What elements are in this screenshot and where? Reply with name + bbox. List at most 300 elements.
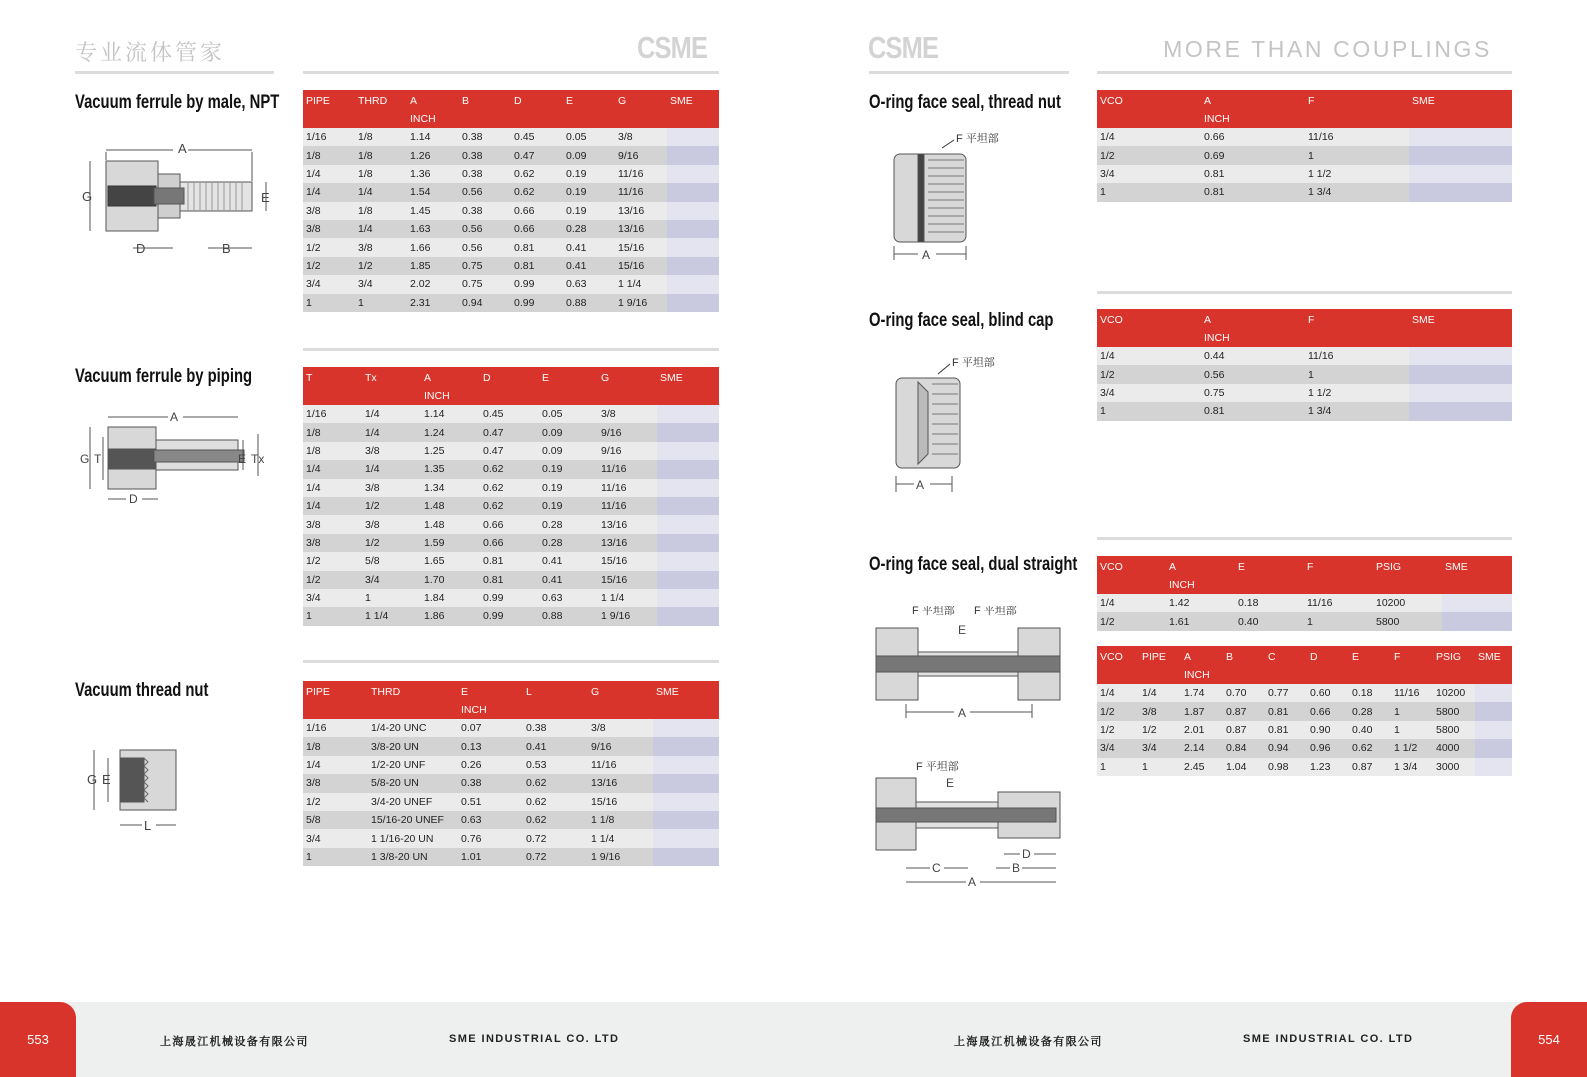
sme-cell [667, 146, 719, 164]
table-header-row [1097, 646, 1512, 684]
table-cell: 11/16 [1305, 128, 1409, 146]
table-cell: 0.94 [459, 294, 511, 312]
table-cell: 1/4 [1097, 128, 1201, 146]
table-body [303, 719, 719, 866]
table-cell: 1 3/4 [1305, 183, 1409, 201]
table-cell: 0.44 [1201, 347, 1305, 365]
table-row [303, 774, 719, 792]
oring-nut-drawing [888, 128, 1018, 268]
table-cell: 1/2 [1139, 721, 1181, 739]
col-header: C [1265, 646, 1307, 684]
table-cell: 0.26 [458, 756, 523, 774]
table-cell: 1 1/4 [588, 829, 653, 847]
table-row [1097, 684, 1512, 702]
table-cell: 0.81 [1265, 721, 1307, 739]
table-cell: 0.84 [1223, 739, 1265, 757]
table-cell: 0.38 [459, 146, 511, 164]
col-header: A INCH [1201, 90, 1305, 128]
col-header: PIPE [303, 90, 355, 128]
table-cell: 1/2 [303, 238, 355, 256]
table-cell: 1.59 [421, 534, 480, 552]
col-header: VCO [1097, 646, 1139, 684]
table-cell: 0.38 [459, 165, 511, 183]
table-cell: 0.81 [511, 238, 563, 256]
table-cell: 0.90 [1307, 721, 1349, 739]
sme-cell [657, 497, 719, 515]
table-cell: 0.19 [539, 460, 598, 478]
table-cell: 1.54 [407, 183, 459, 201]
section-rule [303, 660, 719, 663]
table-cell: 1.04 [1223, 758, 1265, 776]
col-header: F [1305, 309, 1409, 347]
table-row [1097, 146, 1512, 164]
table-cell: 0.62 [523, 811, 588, 829]
table-row [303, 607, 719, 625]
table-cell: 1/4-20 UNC [368, 719, 458, 737]
col-header: SME [1409, 309, 1512, 347]
table-cell: 2.14 [1181, 739, 1223, 757]
table-cell: 1 1/2 [1305, 384, 1409, 402]
table-cell: 1 9/16 [615, 294, 667, 312]
table-cell: 1/2 [303, 793, 368, 811]
sme-cell [1475, 721, 1512, 739]
page-number-left: 553 [0, 1002, 76, 1077]
table-cell: 5800 [1433, 702, 1475, 720]
table-body [1097, 347, 1512, 421]
section-title-nut: Vacuum thread nut [75, 680, 209, 701]
section-title-oring-nut: O-ring face seal, thread nut [869, 92, 1061, 113]
table-body [1097, 684, 1512, 776]
table-cell: 1 3/4 [1305, 402, 1409, 420]
table-cell: 11/16 [1304, 594, 1373, 612]
sme-cell [1409, 165, 1512, 183]
col-header: F [1391, 646, 1433, 684]
table-cell: 1 3/4 [1391, 758, 1433, 776]
sme-logo-left: CSME [637, 30, 708, 65]
table-cell: 5/8 [362, 552, 421, 570]
table-cell: 0.87 [1223, 721, 1265, 739]
table-header-row [303, 367, 719, 405]
table-cell: 0.99 [480, 589, 539, 607]
table-cell: 0.45 [511, 128, 563, 146]
table-cell: 0.72 [523, 848, 588, 866]
table-cell: 1/2 [303, 257, 355, 275]
col-header: VCO [1097, 90, 1201, 128]
table-header-row [1097, 90, 1512, 128]
table-cell: 1/2 [303, 571, 362, 589]
table-row [1097, 183, 1512, 201]
dim-e-label: E [261, 190, 270, 205]
page-number-right: 554 [1511, 1002, 1587, 1077]
col-header: T [303, 367, 362, 405]
dim-e-label: E [946, 776, 955, 790]
table-cell: 11/16 [588, 756, 653, 774]
table-row [303, 552, 719, 570]
table-row [1097, 384, 1512, 402]
table-cell: 0.19 [539, 479, 598, 497]
table-header-row [1097, 556, 1512, 594]
sme-cell [657, 423, 719, 441]
sme-cell [667, 183, 719, 201]
col-header: E [563, 90, 615, 128]
table-cell: 11/16 [615, 183, 667, 201]
sme-cell [667, 128, 719, 146]
table-cell: 1/2 [362, 534, 421, 552]
table-cell: 3/8 [362, 479, 421, 497]
flat-label: F 平坦部 [956, 133, 999, 145]
sme-cell [653, 811, 719, 829]
sme-cell [653, 793, 719, 811]
table-row [303, 756, 719, 774]
table-cell: 3/4-20 UNEF [368, 793, 458, 811]
sme-logo-right: CSME [868, 30, 939, 65]
table-cell: 0.88 [563, 294, 615, 312]
table-cell: 1/2-20 UNF [368, 756, 458, 774]
table-cell: 5/8-20 UN [368, 774, 458, 792]
sme-cell [1409, 347, 1512, 365]
table-cell: 1.66 [407, 238, 459, 256]
table-cell: 3/8 [303, 534, 362, 552]
table-header-row [303, 681, 719, 719]
table-row [1097, 402, 1512, 420]
table-cell: 1 9/16 [588, 848, 653, 866]
table-cell: 11/16 [598, 497, 657, 515]
table-cell: 0.05 [539, 405, 598, 423]
table-row [1097, 594, 1512, 612]
table-cell: 11/16 [598, 479, 657, 497]
table-cell: 3/4 [362, 571, 421, 589]
table-cell: 1/4 [1097, 347, 1201, 365]
table-cell: 1.35 [421, 460, 480, 478]
table-cell: 0.75 [459, 257, 511, 275]
table-row [303, 589, 719, 607]
col-header: D [1307, 646, 1349, 684]
dim-a-label: A [968, 875, 977, 889]
dim-tx-label: Tx [251, 452, 265, 466]
table-cell: 1/16 [303, 719, 368, 737]
table-cell: 3/8 [588, 719, 653, 737]
table-cell: 10200 [1373, 594, 1442, 612]
table-cell: 15/16 [598, 552, 657, 570]
table-cell: 1.48 [421, 515, 480, 533]
col-header: G [588, 681, 653, 719]
table-cell: 0.63 [539, 589, 598, 607]
table-cell: 0.19 [563, 202, 615, 220]
col-header: A INCH [1201, 309, 1305, 347]
table-row [1097, 128, 1512, 146]
table-cell: 1 [1139, 758, 1181, 776]
table-row [303, 275, 719, 293]
table-row [303, 719, 719, 737]
col-header: SME [1409, 90, 1512, 128]
table-body [1097, 594, 1512, 631]
dim-t-label: T [94, 452, 102, 466]
table-cell: 13/16 [615, 220, 667, 238]
dim-e-label: E [238, 452, 247, 466]
table-cell: 3/4 [355, 275, 407, 293]
oring-cap-spec-table [1097, 309, 1512, 421]
table-cell: 1 1/2 [1391, 739, 1433, 757]
dim-c-label: C [932, 861, 941, 875]
table-cell: 0.66 [511, 220, 563, 238]
table-cell: 1.42 [1166, 594, 1235, 612]
col-header: F [1304, 556, 1373, 594]
table-row [1097, 347, 1512, 365]
table-cell: 1/4 [362, 405, 421, 423]
sme-cell [653, 848, 719, 866]
table-cell: 5/8 [303, 811, 368, 829]
table-cell: 1.85 [407, 257, 459, 275]
table-cell: 3/8 [303, 202, 355, 220]
table-cell: 0.41 [563, 238, 615, 256]
section-title-oring-cap: O-ring face seal, blind cap [869, 310, 1054, 331]
table-cell: 1.14 [421, 405, 480, 423]
table-cell: 0.99 [511, 294, 563, 312]
table-cell: 0.62 [480, 460, 539, 478]
sme-cell [1409, 402, 1512, 420]
dim-e-label: E [102, 772, 111, 787]
table-cell: 0.56 [459, 220, 511, 238]
table-cell: 1/8 [303, 146, 355, 164]
table-cell: 1/4 [1097, 594, 1166, 612]
header-rule-left-b [303, 71, 719, 74]
table-cell: 1.65 [421, 552, 480, 570]
col-header: D [511, 90, 563, 128]
table-cell: 0.28 [1349, 702, 1391, 720]
table-cell: 9/16 [598, 423, 657, 441]
table-row [303, 405, 719, 423]
table-cell: 5800 [1433, 721, 1475, 739]
right-tagline: MORE THAN COUPLINGS [1163, 36, 1492, 62]
table-cell: 0.38 [459, 202, 511, 220]
sme-cell [1409, 384, 1512, 402]
table-cell: 1/8 [355, 165, 407, 183]
sme-cell [653, 756, 719, 774]
table-row [1097, 721, 1512, 739]
section-title-oring-dual: O-ring face seal, dual straight [869, 554, 1078, 575]
sme-cell [1409, 365, 1512, 383]
flat-label-left: F 平坦部 [912, 606, 955, 617]
table-body [303, 405, 719, 626]
col-header: E [539, 367, 598, 405]
sme-cell [1475, 702, 1512, 720]
table-cell: 10200 [1433, 684, 1475, 702]
logo-c-icon: C [637, 30, 655, 65]
thread-nut-drawing [86, 740, 186, 840]
table-cell: 0.62 [1349, 739, 1391, 757]
col-header: SME [667, 90, 719, 128]
table-body [303, 128, 719, 312]
table-row [1097, 758, 1512, 776]
table-cell: 1/2 [1097, 721, 1139, 739]
col-header: E [1235, 556, 1304, 594]
col-header: L [523, 681, 588, 719]
sme-cell [657, 405, 719, 423]
table-cell: 0.69 [1201, 146, 1305, 164]
table-cell: 1/8 [355, 146, 407, 164]
oring-dual-spec-table [1097, 556, 1512, 631]
sme-cell [667, 202, 719, 220]
table-cell: 4000 [1433, 739, 1475, 757]
table-cell: 0.40 [1349, 721, 1391, 739]
sme-cell [657, 534, 719, 552]
col-header: Tx [362, 367, 421, 405]
sme-cell [1442, 612, 1512, 630]
sme-cell [1442, 594, 1512, 612]
sme-cell [653, 719, 719, 737]
table-cell: 0.62 [523, 793, 588, 811]
section-rule [303, 348, 719, 351]
table-cell: 15/16-20 UNEF [368, 811, 458, 829]
table-cell: 0.38 [458, 774, 523, 792]
table-cell: 2.02 [407, 275, 459, 293]
table-cell: 0.09 [563, 146, 615, 164]
table-cell: 1/8 [303, 423, 362, 441]
table-cell: 0.28 [539, 515, 598, 533]
table-cell: 1/4 [303, 479, 362, 497]
sme-cell [667, 275, 719, 293]
dim-a-label: A [178, 141, 187, 156]
table-cell: 5800 [1373, 612, 1442, 630]
table-row [303, 183, 719, 201]
dim-a-label: A [170, 412, 179, 424]
col-header: E INCH [458, 681, 523, 719]
section-rule [1097, 537, 1512, 540]
table-cell: 15/16 [598, 571, 657, 589]
table-cell: 0.76 [458, 829, 523, 847]
footer-company-en-right: SME INDUSTRIAL CO. LTD [1243, 1033, 1414, 1045]
table-cell: 3000 [1433, 758, 1475, 776]
table-cell: 0.81 [480, 552, 539, 570]
table-cell: 1/2 [1097, 612, 1166, 630]
table-cell: 0.70 [1223, 684, 1265, 702]
col-header: VCO [1097, 309, 1201, 347]
table-cell: 13/16 [615, 202, 667, 220]
table-cell: 1.61 [1166, 612, 1235, 630]
left-tagline: 专业流体管家 [75, 41, 226, 66]
table-cell: 0.72 [523, 829, 588, 847]
table-cell: 0.41 [523, 737, 588, 755]
sme-cell [1475, 739, 1512, 757]
sme-cell [657, 442, 719, 460]
table-cell: 1.36 [407, 165, 459, 183]
dim-e-label: E [958, 623, 967, 637]
table-cell: 9/16 [615, 146, 667, 164]
table-header-row [303, 90, 719, 128]
table-row [303, 294, 719, 312]
table-cell: 0.81 [1201, 165, 1305, 183]
table-cell: 0.62 [523, 774, 588, 792]
col-header: A INCH [1166, 556, 1235, 594]
table-cell: 1/2 [1097, 365, 1201, 383]
sme-cell [653, 774, 719, 792]
table-cell: 0.56 [1201, 365, 1305, 383]
unit-label: INCH [410, 113, 436, 125]
table-cell: 0.47 [480, 423, 539, 441]
table-cell: 0.66 [480, 515, 539, 533]
table-row [303, 737, 719, 755]
table-cell: 1 [1097, 183, 1201, 201]
table-cell: 3/4 [1139, 739, 1181, 757]
table-cell: 0.66 [480, 534, 539, 552]
table-cell: 3/8 [615, 128, 667, 146]
sme-cell [657, 607, 719, 625]
table-cell: 0.81 [1201, 402, 1305, 420]
table-row [303, 534, 719, 552]
dim-a-label: A [916, 478, 925, 492]
unit-label: INCH [1204, 113, 1230, 125]
dim-b-label: B [222, 241, 231, 256]
table-cell: 0.38 [459, 128, 511, 146]
dim-g-label: G [80, 452, 90, 466]
table-cell: 11/16 [1305, 347, 1409, 365]
sme-cell [667, 165, 719, 183]
table-row [303, 128, 719, 146]
table-cell: 3/4 [1097, 384, 1201, 402]
col-header: A INCH [407, 90, 459, 128]
table-row [1097, 702, 1512, 720]
table-cell: 3/4 [1097, 739, 1139, 757]
table-cell: 0.41 [539, 571, 598, 589]
table-cell: 0.07 [458, 719, 523, 737]
table-cell: 0.53 [523, 756, 588, 774]
sme-cell [1475, 758, 1512, 776]
oring-nut-spec-table [1097, 90, 1512, 202]
table-cell: 0.47 [511, 146, 563, 164]
table-cell: 0.09 [539, 423, 598, 441]
unit-label: INCH [461, 704, 487, 716]
table-cell: 1 [362, 589, 421, 607]
oring-dual-pipe-spec-table [1097, 646, 1512, 776]
table-cell: 0.62 [511, 165, 563, 183]
table-cell: 1/4 [1139, 684, 1181, 702]
sme-cell [1475, 684, 1512, 702]
table-cell: 1.26 [407, 146, 459, 164]
sme-cell [667, 238, 719, 256]
table-cell: 0.38 [523, 719, 588, 737]
sme-cell [657, 571, 719, 589]
unit-label: INCH [424, 390, 450, 402]
table-cell: 0.47 [480, 442, 539, 460]
table-cell: 0.41 [563, 257, 615, 275]
table-cell: 0.62 [480, 479, 539, 497]
table-cell: 11/16 [1391, 684, 1433, 702]
table-cell: 0.51 [458, 793, 523, 811]
table-row [303, 848, 719, 866]
table-cell: 1/2 [362, 497, 421, 515]
col-header: PIPE [303, 681, 368, 719]
table-cell: 1.63 [407, 220, 459, 238]
table-cell: 0.62 [511, 183, 563, 201]
table-cell: 1 9/16 [598, 607, 657, 625]
sme-cell [653, 737, 719, 755]
table-row [1097, 739, 1512, 757]
table-cell: 0.81 [511, 257, 563, 275]
table-cell: 1/4 [303, 460, 362, 478]
table-row [303, 515, 719, 533]
table-cell: 1 1/8 [588, 811, 653, 829]
sme-cell [657, 460, 719, 478]
table-cell: 1/2 [355, 257, 407, 275]
col-header: THRD [368, 681, 458, 719]
table-cell: 0.96 [1307, 739, 1349, 757]
table-cell: 0.98 [1265, 758, 1307, 776]
table-row [1097, 365, 1512, 383]
table-cell: 15/16 [615, 238, 667, 256]
col-header: PIPE [1139, 646, 1181, 684]
table-cell: 1.01 [458, 848, 523, 866]
table-cell: 2.01 [1181, 721, 1223, 739]
